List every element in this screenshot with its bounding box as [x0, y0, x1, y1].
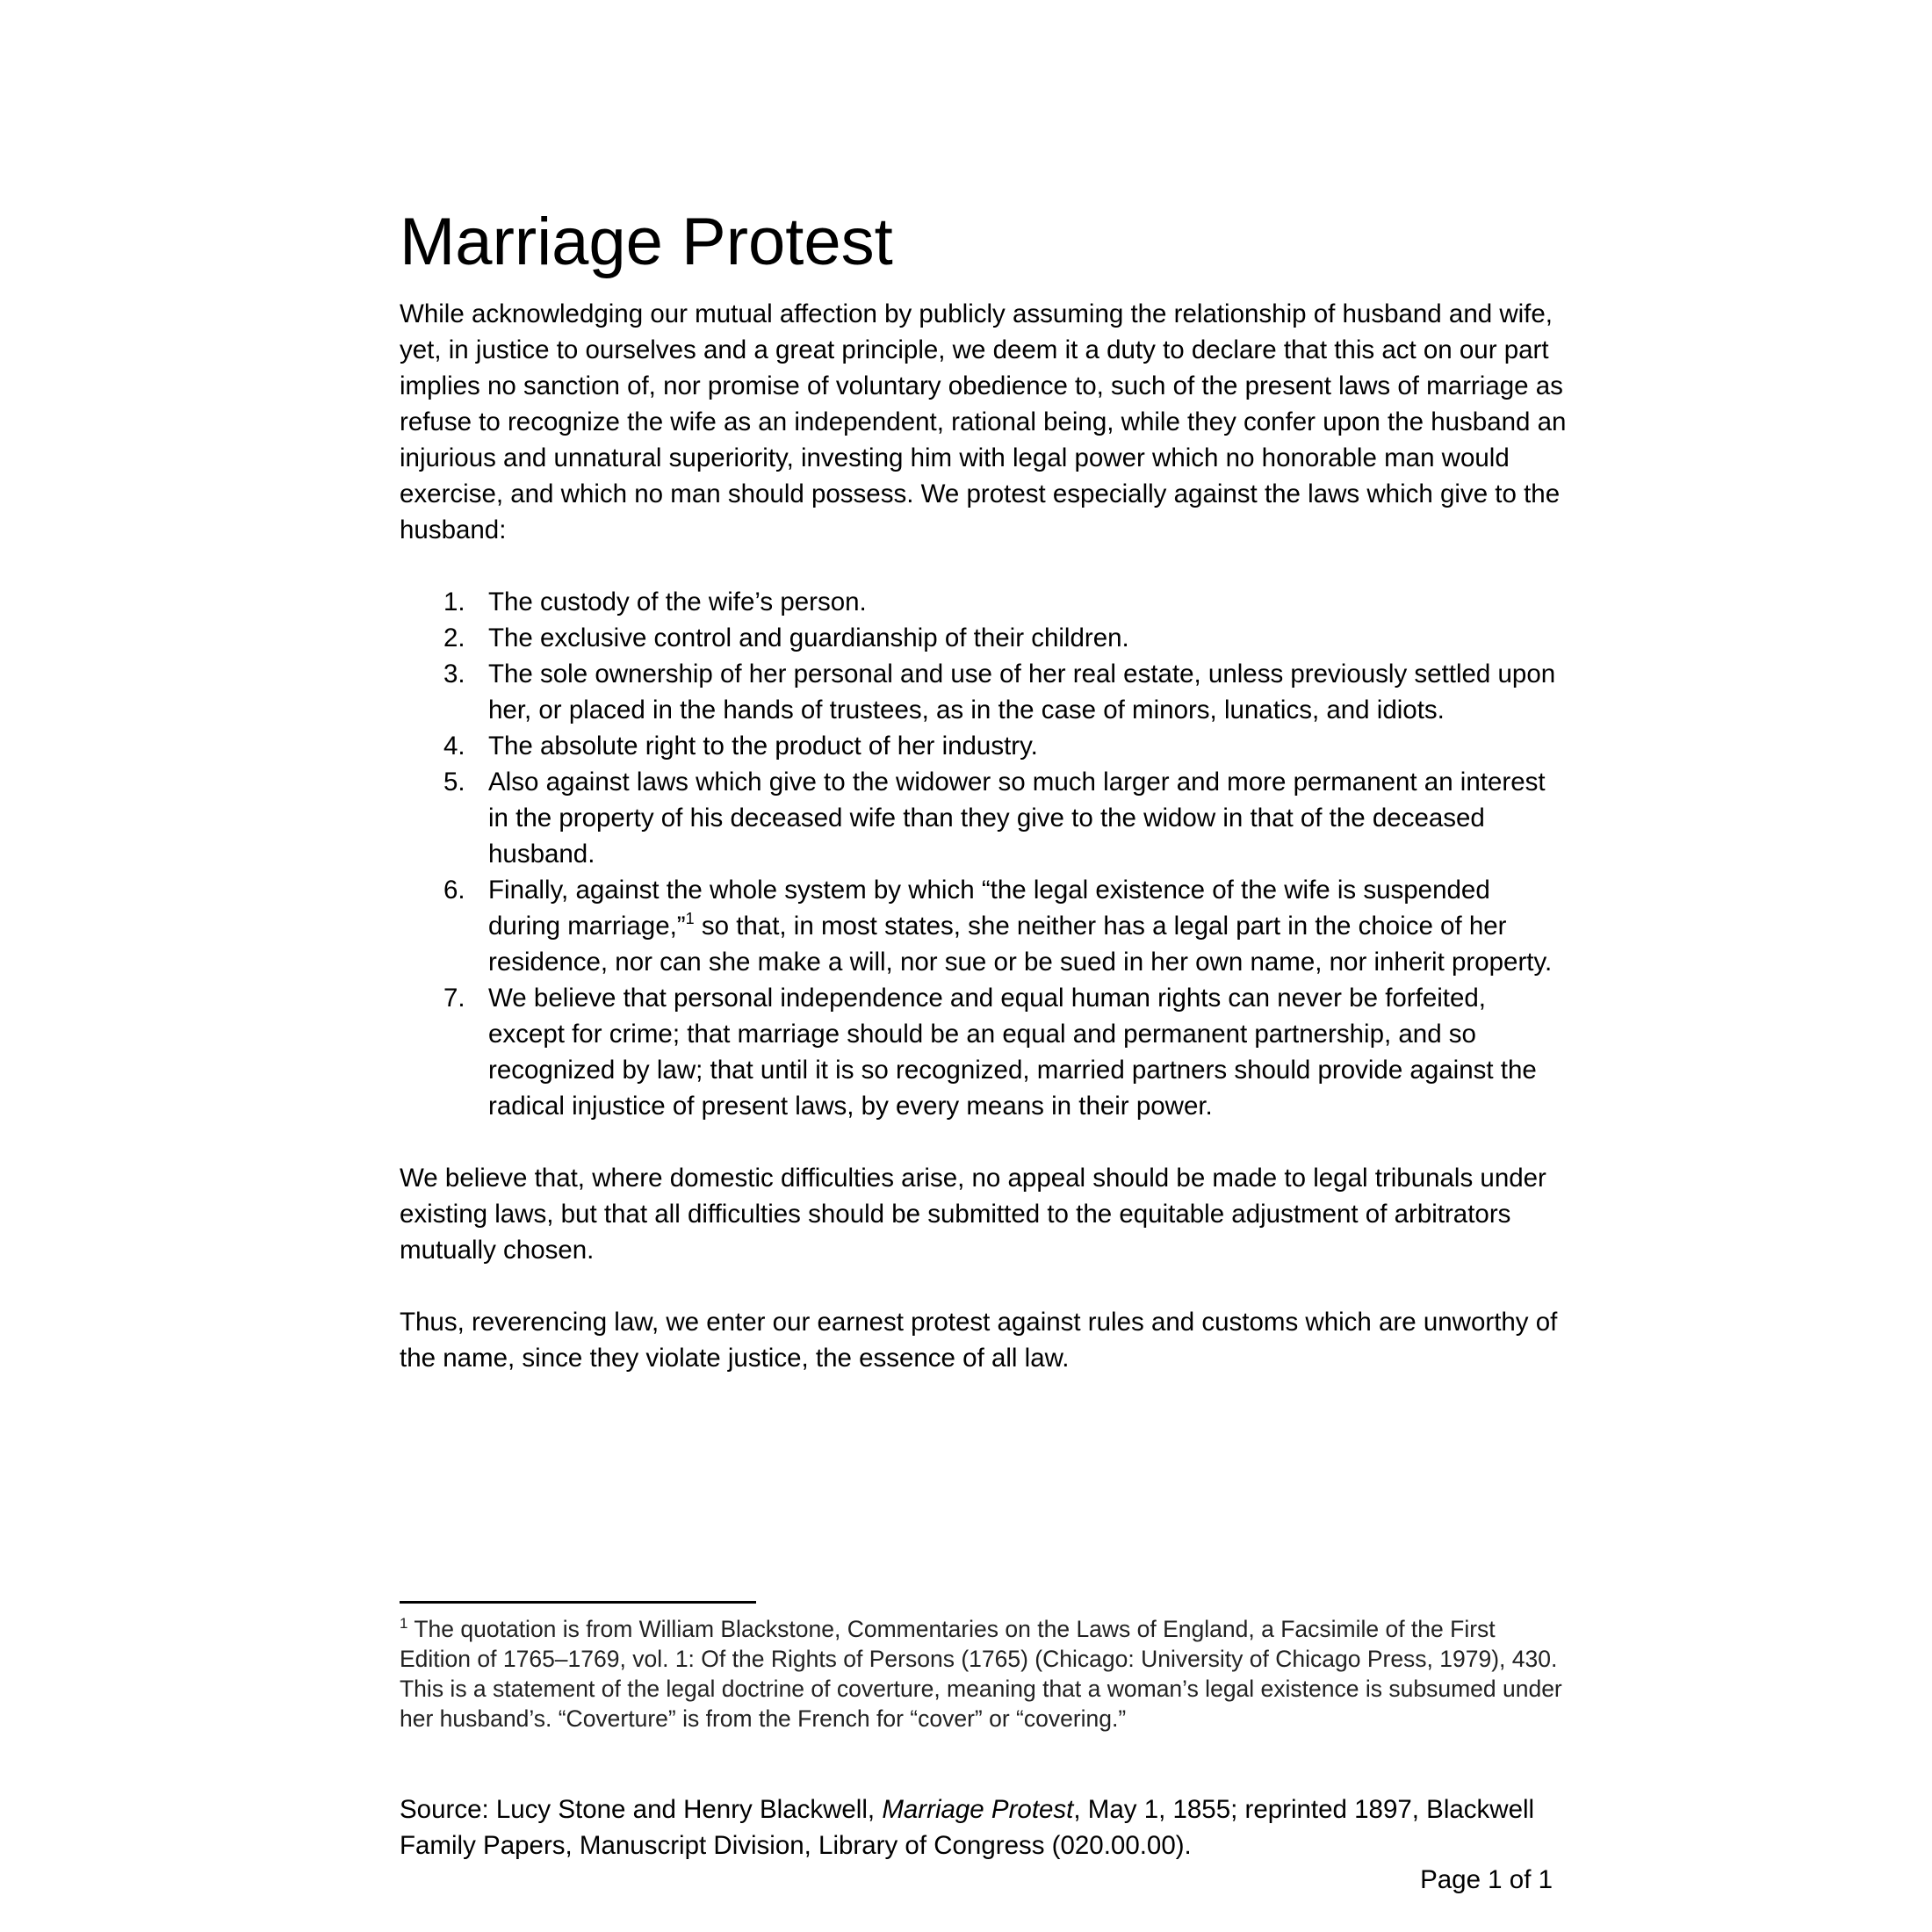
list-item-text: The absolute right to the product of her industry. [488, 732, 1038, 761]
intro-paragraph: While acknowledging our mutual affection by publicly assuming the relationship of husband and wife, yet, in justice to ourselves and a great principle, we deem it a duty to declare that this act on our part implies no sanction of, nor promise of voluntary obedience to, such of the present laws of marriage as refuse to recognize the wife as an independent, rational being, while they confer upon the husband an injurious and unnatural superiority, investing him with legal power which no honorable man would exercise, and which no man should possess. We protest especially against the laws which give to the husband: [400, 299, 1567, 545]
footnote [400, 1614, 1568, 1734]
list-item [400, 620, 1568, 656]
list-item [400, 584, 1568, 620]
list-item-number: 6. [443, 876, 465, 905]
footnote-divider [400, 1601, 756, 1604]
list-item [400, 764, 1568, 872]
list-item [400, 728, 1568, 764]
page-number: Page 1 of 1 [1420, 1865, 1553, 1894]
document-body [400, 204, 1568, 1376]
list-item-text: Also against laws which give to the widower so much larger and more permanent an interest in the property of his deceased wife than they give to the widow in that of the deceased husband. [488, 768, 1546, 869]
document-title: Marriage Protest [400, 205, 893, 279]
protest-list [400, 584, 1568, 1124]
list-item [400, 656, 1568, 728]
source-prefix: Source: Lucy Stone and Henry Blackwell, [400, 1795, 883, 1824]
arbitration-paragraph: We believe that, where domestic difficulties arise, no appeal should be made to legal tribunals under existing laws, but that all difficulties should be submitted to the equitable adjustment of arbitrators mutually chosen. [400, 1164, 1546, 1265]
list-item-number: 7. [443, 984, 465, 1013]
footnote-marker: 1 [400, 1615, 408, 1632]
list-item-number: 3. [443, 660, 465, 689]
list-item-number: 1. [443, 588, 465, 617]
source-suffix: , May 1, 1855; reprinted 1897, Blackwell Family Papers, Manuscript Division, Library of Congress (020.00.00). [400, 1795, 1535, 1860]
footnote-text: The quotation is from William Blackstone, Commentaries on the Laws of England, a Facsimile of the First Edition of 1765–1769, vol. 1: Of the Rights of Persons (1765) (Chicago: University of Chicago Press, 1979), 430. This is a statement of the legal doctrine of coverture, meaning that a woman’s legal existence is subsumed under her husband’s. “Coverture” is from the French for “cover” or “covering.” [400, 1616, 1562, 1732]
list-item-text-before: Finally, against the whole system by which “the legal existence of the wife is suspended during marriage,” [488, 876, 1490, 941]
list-item-number: 5. [443, 768, 465, 797]
source-title: Marriage Protest [882, 1795, 1074, 1824]
list-item [400, 980, 1568, 1124]
list-item [400, 872, 1568, 980]
list-item-text: The sole ownership of her personal and use of her real estate, unless previously settled upon her, or placed in the hands of trustees, as in the case of minors, lunatics, and idiots. [488, 660, 1556, 725]
footnote-reference[interactable]: 1 [685, 910, 695, 928]
list-item-number: 2. [443, 624, 465, 653]
list-item-text: We believe that personal independence and equal human rights can never be forfeited, except for crime; that marriage should be an equal and permanent partnership, and so recognized by law; that until it is so recognized, married partners should provide against the radical injustice of present laws, by every means in their power. [488, 984, 1537, 1121]
list-item-text-after: so that, in most states, she neither has a legal part in the choice of her residence, nor can she make a will, nor sue or be sued in her own name, nor inherit property. [488, 912, 1553, 977]
list-item-text: The exclusive control and guardianship of their children. [488, 624, 1129, 653]
closing-paragraph: Thus, reverencing law, we enter our earnest protest against rules and customs which are unworthy of the name, since they violate justice, the essence of all law. [400, 1308, 1558, 1373]
source-citation [400, 1791, 1568, 1864]
list-item-text: The custody of the wife’s person. [488, 588, 867, 617]
list-item-number: 4. [443, 732, 465, 761]
